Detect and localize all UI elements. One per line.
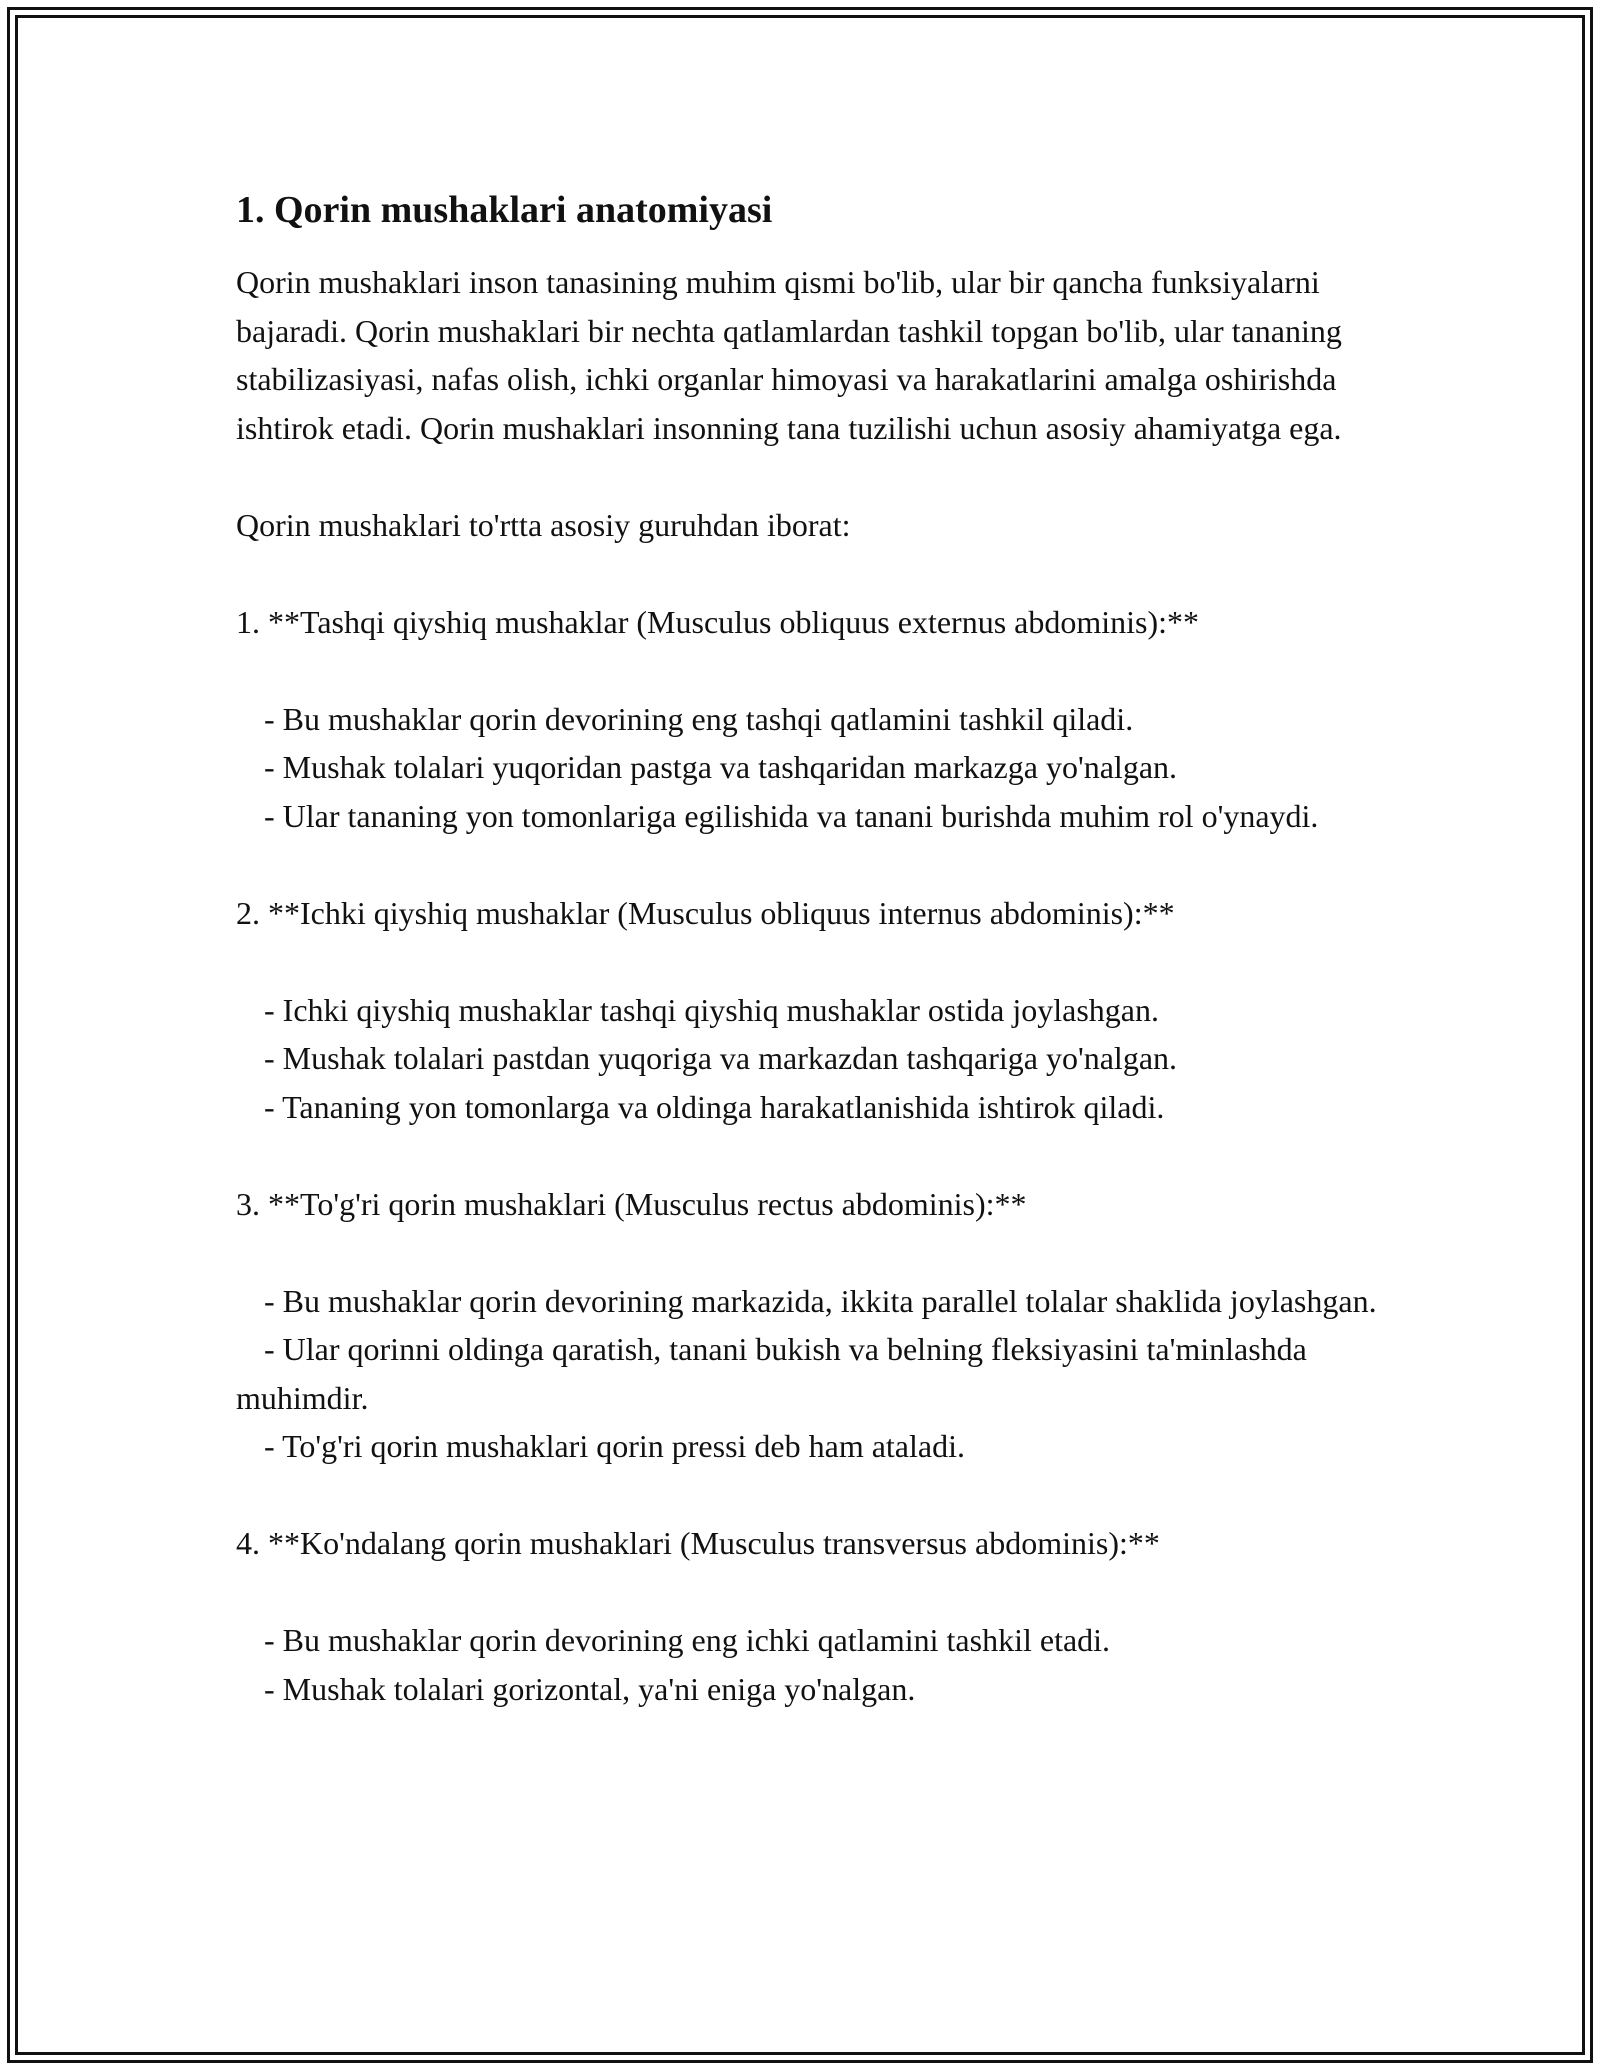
section-internal-oblique (236, 889, 1386, 1132)
section-rectus-abdominis (236, 1180, 1386, 1471)
spacer (236, 937, 1386, 986)
bullet-item: - Ichki qiyshiq mushaklar tashqi qiyshiq mushaklar ostida joylashgan. (264, 991, 1159, 1028)
bullet-item: - Bu mushaklar qorin devorining markazida, ikkita parallel tolalar shaklida joylashgan. (264, 1282, 1377, 1319)
bullet-item: - Bu mushaklar qorin devorining eng tashqi qatlamini tashkil qiladi. (264, 700, 1134, 737)
bullet-item: - Mushak tolalari gorizontal, ya'ni eniga yo'nalgan. (264, 1670, 916, 1707)
bullet-item: - Mushak tolalari pastdan yuqoriga va markazdan tashqariga yo'nalgan. (264, 1040, 1178, 1076)
spacer (236, 1131, 1386, 1180)
groups-intro: Qorin mushaklari to'rtta asosiy guruhdan iborat: (236, 506, 851, 543)
bullet-item: - Ular tananing yon tomonlariga egilishida va tanani burishda muhim rol o'ynaydi. (264, 797, 1319, 834)
bullet-item: - Bu mushaklar qorin devorining eng ichki qatlamini tashkil etadi. (264, 1622, 1111, 1658)
section-heading: 2. **Ichki qiyshiq mushaklar (Musculus obliquus internus abdominis):** (236, 894, 1175, 931)
spacer (236, 452, 1386, 501)
bullet-item: - Mushak tolalari yuqoridan pastga va tashqaridan markazga yo'nalgan. (264, 749, 1178, 785)
intro-paragraph: Qorin mushaklari inson tanasining muhim qismi bo'lib, ular bir qancha funksiyalarni bajaradi. Qorin mushaklari bir nechta qatlamlardan tashkil topgan bo'lib, ular tananing stabilizasiyasi, nafas olish, ichki organlar himoyasi va harakatlarini amalga oshirishda ishtirok etadi. Qorin mushaklari insonning tana tuzilishi uchun asosiy ahamiyatga ega. (236, 264, 1342, 446)
spacer (236, 549, 1386, 598)
spacer (236, 646, 1386, 695)
document-title: 1. Qorin mushaklari anatomiyasi (236, 189, 773, 231)
bullet-item: - Ular qorinni oldinga qaratish, tanani bukish va belning fleksiyasini ta'minlashda muhimdir. (236, 1331, 1307, 1416)
bullet-item: - Tananing yon tomonlarga va oldinga harakatlanishida ishtirok qiladi. (264, 1088, 1165, 1125)
section-heading: 4. **Ko'ndalang qorin mushaklari (Musculus transversus abdominis):** (236, 1525, 1160, 1561)
section-heading: 1. **Tashqi qiyshiq mushaklar (Musculus obliquus externus abdominis):** (236, 603, 1200, 640)
section-transversus-abdominis (236, 1519, 1386, 1713)
spacer (236, 840, 1386, 889)
document-body (236, 186, 1386, 1713)
spacer (236, 1228, 1386, 1277)
bullet-item: - To'g'ri qorin mushaklari qorin pressi deb ham ataladi. (264, 1428, 965, 1464)
spacer (236, 1568, 1386, 1617)
spacer (236, 1471, 1386, 1520)
section-external-oblique (236, 598, 1386, 841)
section-heading: 3. **To'g'ri qorin mushaklari (Musculus rectus abdominis):** (236, 1185, 1027, 1222)
